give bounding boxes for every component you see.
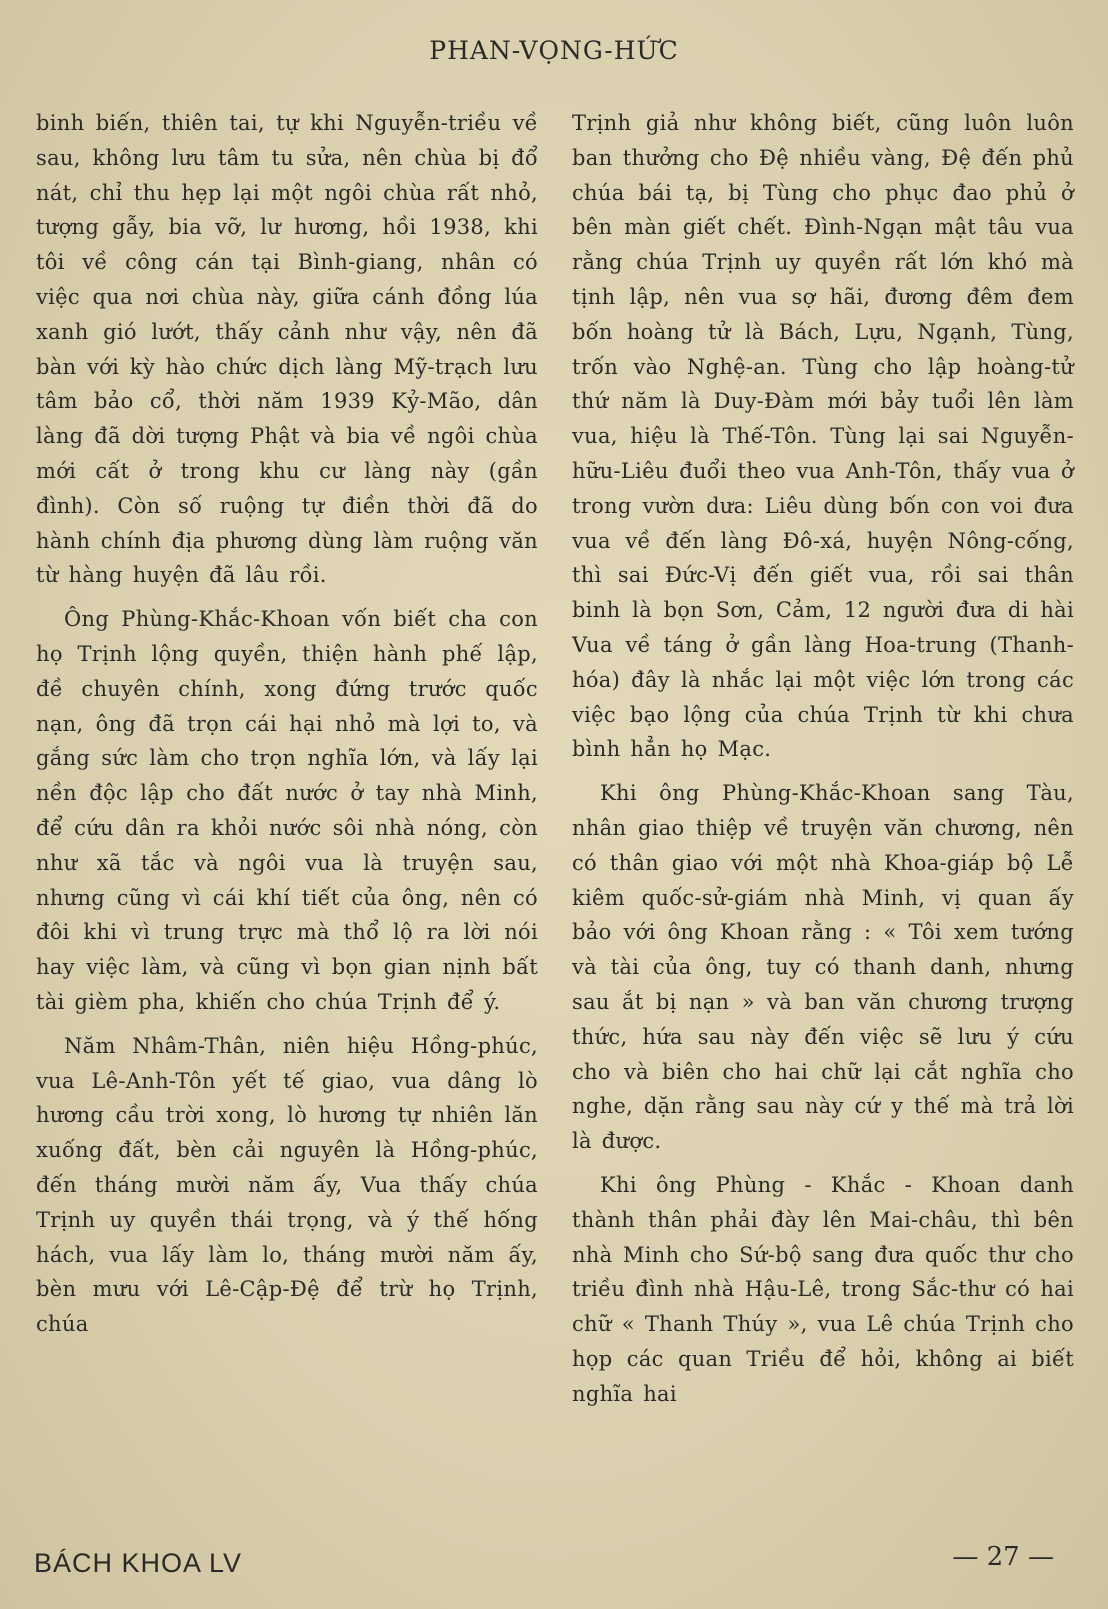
paragraph: Trịnh giả như không biết, cũng luôn luôn ban thưởng cho Đệ nhiều vàng, Đệ đến phủ chúa bái tạ, bị Tùng cho phục đao phủ ở bên màn giết chết. Đình-Ngạn mật tâu vua rằng chúa Trịnh uy quyền rất lớn khó mà tịnh lập, nên vua sợ hãi, đương đêm đem bốn hoàng tử là Bách, Lựu, Ngạnh, Tùng, trốn vào Nghệ-an. Tùng cho lập hoàng-tử thứ năm là Duy-Đàm mới bảy tuổi lên làm vua, hiệu là Thế-Tôn. Tùng lại sai Nguyễn-hữu-Liêu đuổi theo vua Anh-Tôn, thấy vua ở trong vườn dưa: Liêu dùng bốn con voi đưa vua về đến làng Đô-xá, huyện Nông-cống, thì sai Đức-Vị đến giết vua, rồi sai thân binh là bọn Sơn, Cảm, 12 người đưa di hài Vua về táng ở gần làng Hoa-trung (Thanh-hóa) đây là nhắc lại một việc lớn trong các việc bạo lộng của chúa Trịnh từ khi chưa bình hẳn họ Mạc. xyxy=(572,111,1074,762)
running-head: PHAN-VỌNG-HỨC xyxy=(429,36,679,65)
page-number: — 27 — xyxy=(952,1542,1054,1572)
right-column xyxy=(572,106,1074,1420)
paragraph: Năm Nhâm-Thân, niên hiệu Hồng-phúc, vua Lê-Anh-Tôn yết tế giao, vua dâng lò hương cầu trời xong, lò hương tự nhiên lăn xuống đất, bèn cải nguyên là Hồng-phúc, đến tháng mười năm ấy, Vua thấy chúa Trịnh uy quyền thái trọng, và ý thế hống hách, vua lấy làm lo, tháng mười năm ấy, bèn mưu với Lê-Cập-Đệ để trừ họ Trịnh, chúa xyxy=(36,1033,538,1337)
footer-publication: BÁCH KHOA LV xyxy=(34,1548,243,1578)
paragraph: binh biến, thiên tai, tự khi Nguyễn-triều về sau, không lưu tâm tu sửa, nên chùa bị đổ nát, chỉ thu hẹp lại một ngôi chùa rất nhỏ, tượng gẫy, bia vỡ, lư hương, hồi 1938, khi tôi về công cán tại Bình-giang, nhân có việc qua nơi chùa này, giữa cánh đồng lúa xanh gió lướt, thấy cảnh như vậy, nên đã bàn với kỳ hào chức dịch làng Mỹ-trạch lưu tâm bảo cổ, thời năm 1939 Kỷ-Mão, dân làng đã dời tượng Phật và bia về ngôi chùa mới cất ở trong khu cư làng này (gần đình). Còn số ruộng tự điền thời đã do hành chính địa phương dùng làm ruộng văn từ hàng huyện đã lâu rồi. xyxy=(36,111,538,588)
left-column xyxy=(36,106,538,1351)
paragraph: Khi ông Phùng-Khắc-Khoan sang Tàu, nhân giao thiệp về truyện văn chương, nên có thân giao với một nhà Khoa-giáp bộ Lễ kiêm quốc-sử-giám nhà Minh, vị quan ấy bảo với ông Khoan rằng : « Tôi xem tướng và tài của ông, tuy có thanh danh, nhưng sau ắt bị nạn » và ban văn chương trượng thức, hứa sau này đến việc sẽ lưu ý cứu cho và biên cho hai chữ lại cắt nghĩa cho nghe, dặn rằng sau này cứ y thế mà trả lời là được. xyxy=(572,781,1074,1154)
paragraph: Ông Phùng-Khắc-Khoan vốn biết cha con họ Trịnh lộng quyền, thiện hành phế lập, đề chuyên chính, xong đứng trước quốc nạn, ông đã trọn cái hại nhỏ mà lợi to, và gắng sức làm cho trọn nghĩa lớn, và lấy lại nền độc lập cho đất nước ở tay nhà Minh, để cứu dân ra khỏi nước sôi nhà nóng, còn như xã tắc và ngôi vua là truyện sau, nhưng cũng vì cái khí tiết của ông, nên có đôi khi vì trung trực mà thổ lộ ra lời nói hay việc làm, và cũng vì bọn gian nịnh bất tài gièm pha, khiến cho chúa Trịnh để ý. xyxy=(36,607,538,1014)
paragraph: Khi ông Phùng - Khắc - Khoan danh thành thân phải đày lên Mai-châu, thì bên nhà Minh cho Sứ-bộ sang đưa quốc thư cho triều đình nhà Hậu-Lê, trong Sắc-thư có hai chữ « Thanh Thúy », vua Lê chúa Trịnh cho họp các quan Triều để hỏi, không ai biết nghĩa hai xyxy=(572,1172,1074,1406)
